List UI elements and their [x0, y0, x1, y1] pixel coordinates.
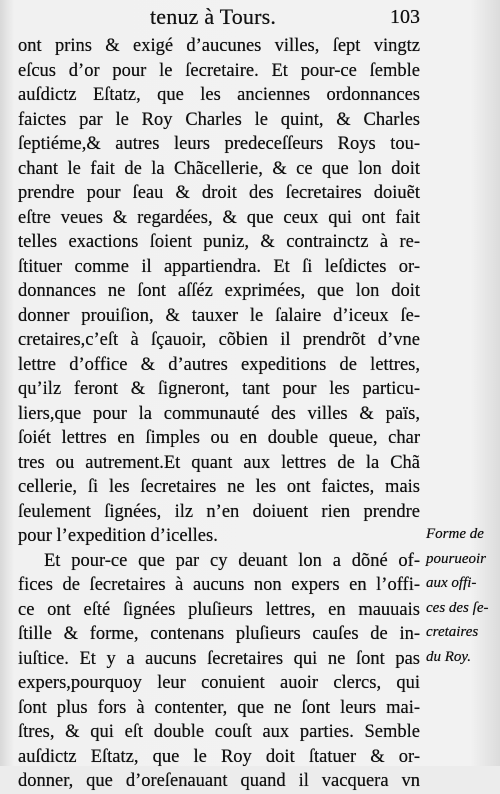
text-line: qu’ilz feront & ſigneront, tant pour les particu-: [18, 379, 420, 399]
text-line: ſeptiéme,& autres leurs predeceſſeurs Roys tou-: [18, 134, 420, 154]
running-title: tenuz à Tours.: [150, 4, 277, 29]
text-line: auſdictz Eſtatz, que le Roy doit ſtatuer & or-: [18, 746, 420, 767]
text-line: donner, que d’oreſenauant quand il vacquera vn: [18, 771, 420, 791]
text-line: cretaires,c’eſt à ſçauoir, cõbien il prendrõt d’vne: [18, 330, 420, 350]
text-line: ſtille & forme, contenans pluſieurs cauſes de in-: [18, 624, 420, 644]
margin-note-line: aux offi-: [426, 575, 477, 591]
text-line: ont prins & exigé d’aucunes villes, ſept vingtz: [18, 36, 420, 56]
text-line: donnances ne ſont aſſéz exprimées, que lon doit: [18, 281, 420, 301]
text-line: ſont plus fors à contenter, que ne ſont leurs mai-: [18, 697, 420, 718]
text-line: iuſtice. Et y a aucuns ſecretaires qui ne ſont pas: [18, 648, 420, 669]
text-line: auſdictz Eſtatz, que les anciennes ordonnances: [18, 85, 420, 105]
text-line: cellerie, ſi les ſecretaires ne les ont faictes, mais: [18, 477, 420, 497]
text-line: ſtres, & qui eſt double couſt aux parties. Semble: [18, 722, 420, 742]
margin-note-line: pourueoir: [426, 550, 486, 567]
text-line: tres ou autrement.Et quant aux lettres de la Chã: [18, 452, 420, 473]
page-number: 103: [390, 6, 420, 28]
text-line: expers,pourquoy leur conuient auoir clercs, qui: [18, 673, 420, 693]
text-line: ſtituer comme il appartiendra. Et ſi leſdictes or-: [18, 256, 420, 277]
text-line: fices de ſecretaires à aucuns non expers en l’offi-: [18, 575, 420, 595]
text-line: telles exactions ſoient puniz, & contrainctz à re-: [18, 232, 420, 252]
text-line: lettre d’office & d’autres expeditions de lettres,: [18, 354, 420, 375]
margin-note-line: du Roy.: [426, 648, 471, 665]
text-line: ſeulement ſignées, ilz n’en doiuent rien prendre: [18, 501, 420, 522]
text-line: eſtre veues & regardées, & que ceux qui ont fait: [18, 207, 420, 228]
margin-note-line: cretaires: [426, 624, 479, 640]
text-line: ſoiét lettres en ſimples ou en double queue, char: [18, 428, 420, 448]
text-line: liers,que pour la communauté des villes & païs,: [18, 403, 420, 424]
text-line: prendre pour ſeau & droit des ſecretaires doiuẽt: [18, 183, 420, 203]
margin-note: [426, 522, 498, 669]
text-line: donner prouiſion, & tauxer le ſalaire d’iceux ſe-: [18, 305, 420, 326]
body-text: [18, 34, 420, 794]
text-line: faictes par le Roy Charles le quint, & Charles: [18, 109, 420, 130]
text-line: ce ont eſté ſignées pluſieurs lettres, en mauuais: [18, 599, 420, 620]
running-head: [0, 4, 500, 30]
margin-note-line: Forme de: [426, 526, 484, 542]
paragraph-end-line: pour l’expedition d’icelles.: [18, 526, 218, 546]
margin-note-line: ces des ſe-: [426, 599, 489, 616]
text-line: chant le fait de la Chãcellerie, & ce que lon doit: [18, 158, 420, 179]
text-line: eſcus d’or pour le ſecretaire. Et pour-ce ſemble: [18, 60, 420, 81]
paragraph-start-line: Et pour-ce que par cy deuant lon a dõné of-: [44, 550, 420, 571]
